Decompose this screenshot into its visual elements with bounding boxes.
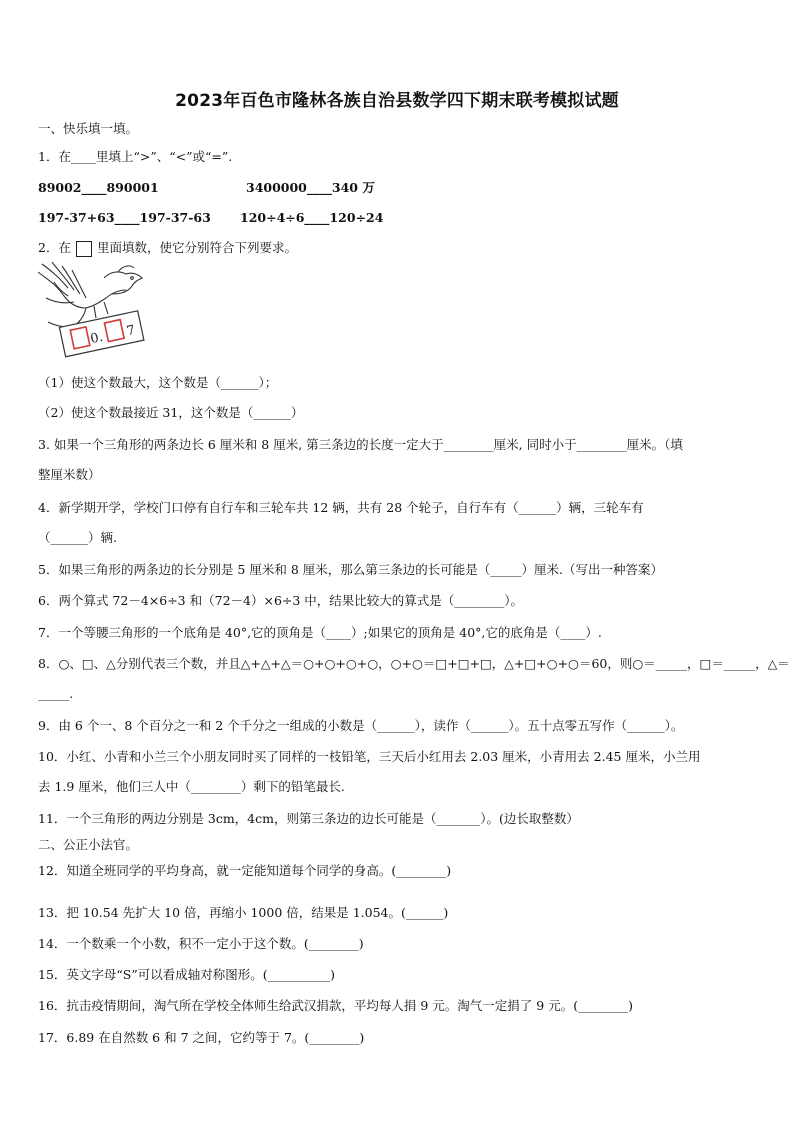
q3-line-1: 3. 如果一个三角形的两条边长 6 厘米和 8 厘米, 第三条边的长度一定大于________厘米, 同时小于________厘米。（填 (38, 437, 683, 452)
q10-line-1: 10．小红、小青和小兰三个小朋友同时买了同样的一枝铅笔，三天后小红用去 2.03 厘米，小青用去 2.45 厘米，小兰用 (38, 749, 701, 764)
card-digit: 7 (125, 322, 137, 340)
page-title: 2023年百色市隆林各族自治县数学四下期末联考模拟试题 (175, 91, 619, 111)
q2-prompt-pre: 2．在 (38, 240, 71, 255)
q16: 16．抗击疫情期间，淘气所在学校全体师生给武汉捐款，平均每人捐 9 元。淘气一定捐了 9 元。(________) (38, 998, 633, 1013)
q14: 14．一个数乘一个小数，积不一定小于这个数。(________) (38, 936, 364, 951)
q2-sub-1: （1）使这个数最大，这个数是（______）； (38, 375, 278, 390)
q7: 7．一个等腰三角形的一个底角是 40°,它的顶角是（____）;如果它的顶角是 40°,它的底角是（____）. (38, 625, 602, 640)
q8-line-2: _____. (38, 686, 74, 701)
q17: 17．6.89 在自然数 6 和 7 之间，它约等于 7。(________) (38, 1030, 365, 1045)
q2-prompt (38, 240, 297, 257)
q5: 5．如果三角形的两条边的长分别是 5 厘米和 8 厘米，那么第三条边的长可能是（_____）厘米.（写出一种答案） (38, 562, 663, 577)
q11: 11．一个三角形的两边分别是 3cm，4cm，则第三条边的边长可能是（_______）。(边长取整数） (38, 811, 579, 826)
q1-prompt: 1．在____里填上“>”、“<”或“=”. (38, 149, 233, 164)
q9: 9．由 6 个一、8 个百分之一和 2 个千分之一组成的小数是（______），读作（______）。五十点零五写作（______）。 (38, 718, 684, 733)
q4-line-1: 4．新学期开学，学校门口停有自行车和三轮车共 12 辆，共有 28 个轮子，自行车有（______）辆，三轮车有 (38, 500, 644, 515)
q2-sub-2: （2）使这个数最接近 31，这个数是（______） (38, 405, 304, 420)
q8-line-1: 8．○、□、△分别代表三个数，并且△+△+△＝○+○+○+○，○+○＝□+□+□，△+□+○+○＝60，则○＝_____，□＝_____，△＝ (38, 656, 790, 671)
q12: 12．知道全班同学的平均身高，就一定能知道每个同学的身高。(________) (38, 863, 452, 878)
q1-item-b: 3400000____340 万 (246, 180, 375, 195)
q3-line-2: 整厘米数） (38, 467, 101, 482)
card-decimal-point: 0. (89, 329, 105, 348)
q13: 13．把 10.54 先扩大 10 倍，再缩小 1000 倍，结果是 1.054。(______) (38, 905, 449, 920)
q2-prompt-post: 里面填数，使它分别符合下列要求。 (96, 240, 297, 255)
q15: 15．英文字母“S”可以看成轴对称图形。(__________) (38, 967, 336, 982)
section-1-heading: 一、快乐填一填。 (38, 121, 139, 136)
q6: 6．两个算式 72－4×6÷3 和（72－4）×6÷3 中，结果比较大的算式是（________）。 (38, 593, 524, 608)
q10-line-2: 去 1.9 厘米，他们三人中（________）剩下的铅笔最长. (38, 779, 345, 794)
q1-item-c: 197-37+63____197-37-63 (38, 210, 211, 225)
q4-line-2: （______）辆. (38, 530, 117, 545)
q1-item-a: 89002____890001 (38, 180, 159, 195)
number-card (59, 311, 143, 357)
answer-box-icon (76, 241, 92, 257)
section-2-heading: 二、公正小法官。 (38, 837, 139, 852)
q1-item-d: 120÷4÷6____120÷24 (240, 210, 384, 225)
bird-holding-card-illustration (34, 262, 158, 362)
